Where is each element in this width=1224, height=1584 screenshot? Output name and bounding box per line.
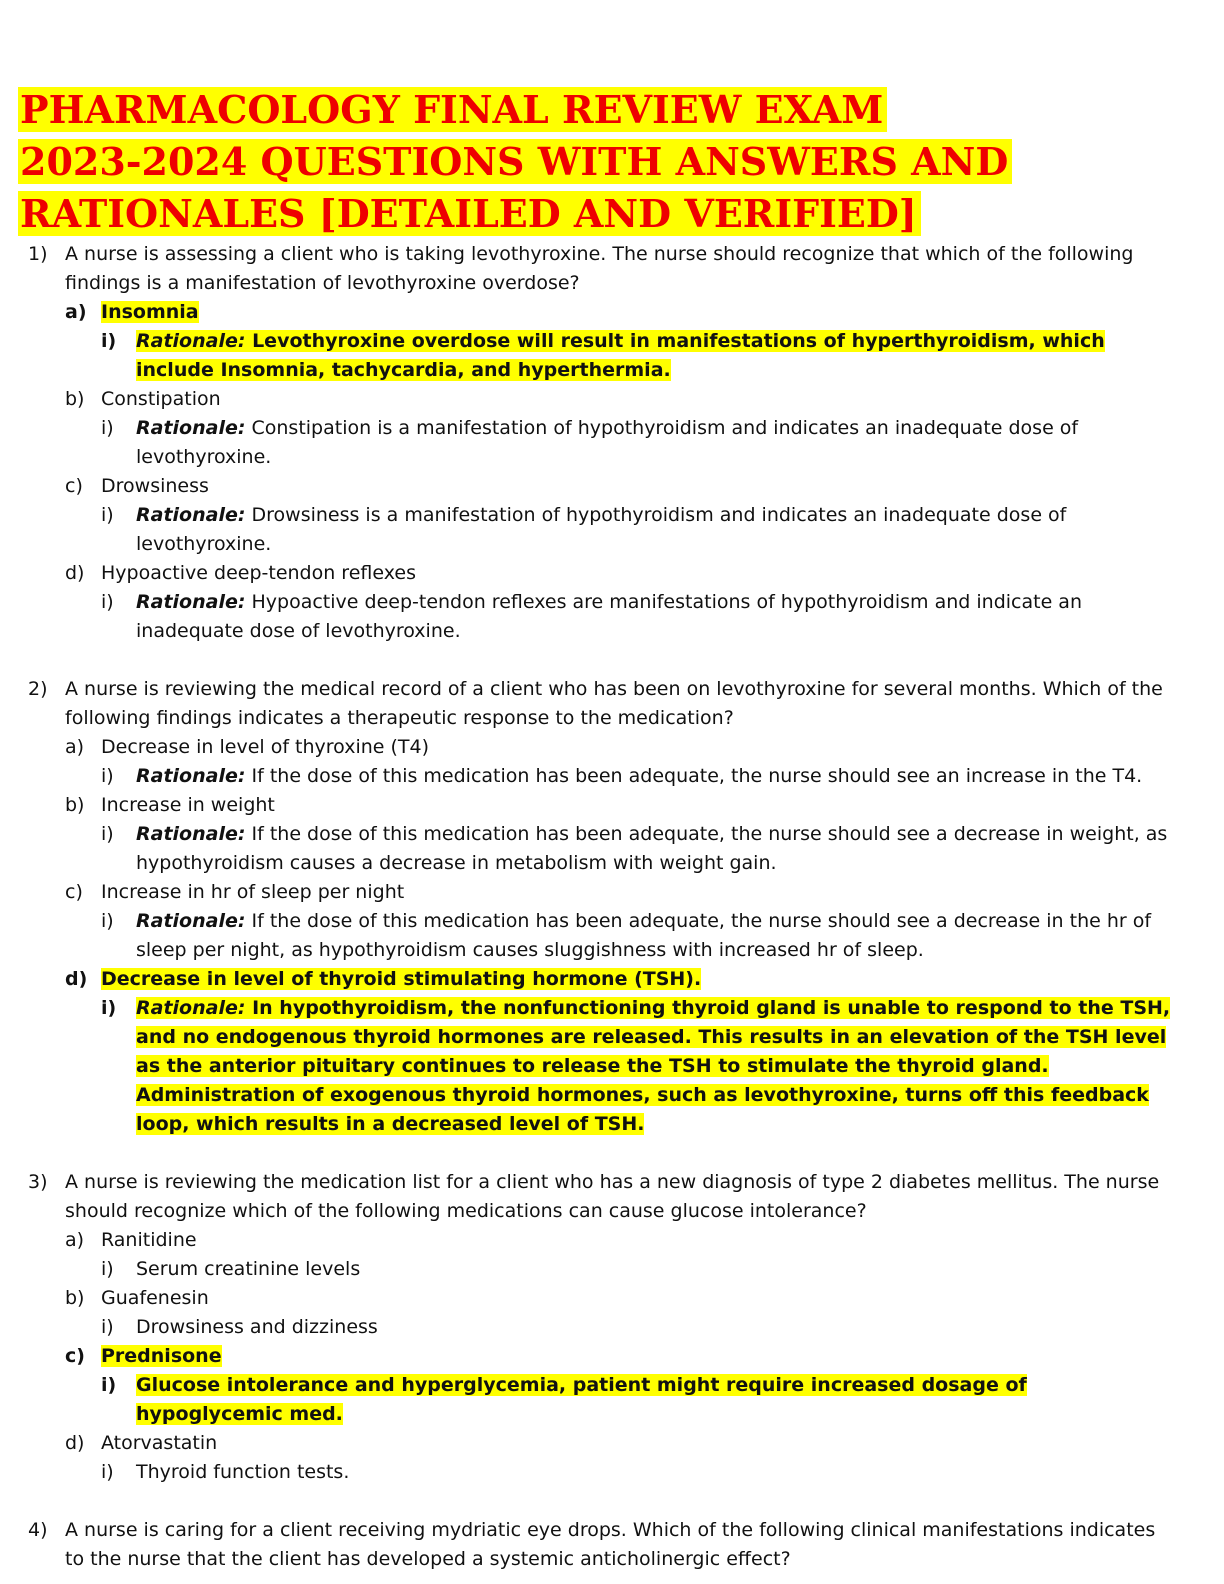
rationale-text: Drowsiness is a manifestation of hypothyroidism and indicates an inadequate dose of levothyroxine. — [136, 504, 1067, 555]
option-letter: d) — [65, 562, 85, 584]
question-number: 1) — [28, 243, 48, 265]
rationale-text: Hypoactive deep-tendon reflexes are manifestations of hypothyroidism and indicate an inadequate dose of levothyroxine. — [136, 591, 1082, 642]
option-letter: d) — [65, 1432, 85, 1454]
rationale-label: Rationale: — [136, 997, 246, 1019]
answer-option — [0, 878, 1224, 907]
option-letter: a) — [65, 1229, 85, 1251]
rationale-label: Rationale: — [136, 910, 246, 932]
option-text: Ranitidine — [101, 1229, 197, 1251]
title-line-1: PHARMACOLOGY FINAL REVIEW EXAM — [18, 87, 887, 132]
question-2 — [0, 675, 1224, 733]
question-spacer — [0, 646, 1224, 675]
rationale-marker: i) — [101, 1316, 114, 1338]
rationale-label: Rationale: — [136, 591, 246, 613]
rationale-marker: i) — [101, 591, 114, 613]
document-title — [18, 84, 1118, 240]
rationale-marker: i) — [101, 910, 114, 932]
rationale — [0, 588, 1224, 646]
rationale-text: Drowsiness and dizziness — [136, 1316, 378, 1338]
rationale-body — [136, 765, 1142, 787]
rationale-body — [136, 910, 1151, 961]
answer-option — [0, 385, 1224, 414]
option-letter: c) — [65, 475, 83, 497]
rationale-marker: i) — [101, 417, 114, 439]
rationale — [0, 1313, 1224, 1342]
question-list — [0, 240, 1224, 1574]
option-letter: c) — [65, 1345, 85, 1367]
rationale-text: If the dose of this medication has been adequate, the nurse should see a decrease in weight, as hypothyroidism causes a decrease in metabolism with weight gain. — [136, 823, 1168, 874]
rationale-label: Rationale: — [136, 765, 246, 787]
question-number: 3) — [28, 1171, 48, 1193]
rationale-body — [136, 1461, 349, 1483]
question-text: A nurse is reviewing the medical record of a client who has been on levothyroxine for several months. Which of the following findings indicates a therapeutic response to the medication? — [65, 678, 1163, 729]
question-number: 4) — [28, 1519, 48, 1541]
question-text: A nurse is caring for a client receiving mydriatic eye drops. Which of the following clinical manifestations indicates to the nurse that the client has developed a systemic anticholinergic effect? — [65, 1519, 1156, 1570]
rationale-body — [136, 504, 1066, 555]
rationale — [0, 820, 1224, 878]
option-letter: a) — [65, 301, 87, 323]
option-letter: d) — [65, 968, 88, 990]
rationale-marker: i) — [101, 504, 114, 526]
option-letter: b) — [65, 794, 85, 816]
option-letter: a) — [65, 736, 85, 758]
question-text: A nurse is reviewing the medication list for a client who has a new diagnosis of type 2 diabetes mellitus. The nurse should recognize which of the following medications can cause glucose intolerance? — [65, 1171, 1160, 1222]
rationale-text: Thyroid function tests. — [136, 1461, 350, 1483]
rationale-body — [136, 1316, 378, 1338]
question-spacer — [0, 1139, 1224, 1168]
option-letter: c) — [65, 881, 83, 903]
rationale — [0, 501, 1224, 559]
rationale-body — [136, 330, 1105, 381]
answer-option-correct — [0, 965, 1224, 994]
title-line-2: 2023-2024 QUESTIONS WITH ANSWERS AND — [18, 139, 1012, 184]
rationale — [0, 1458, 1224, 1487]
rationale-correct — [0, 327, 1224, 385]
option-text: Increase in hr of sleep per night — [101, 881, 405, 903]
option-text: Insomnia — [101, 301, 199, 323]
question-1 — [0, 240, 1224, 298]
rationale-body — [136, 1374, 1027, 1425]
option-text: Increase in weight — [101, 794, 275, 816]
rationale-label: Rationale: — [136, 330, 246, 352]
rationale — [0, 414, 1224, 472]
rationale-body — [136, 1258, 360, 1280]
option-text: Drowsiness — [101, 475, 209, 497]
answer-option — [0, 791, 1224, 820]
rationale — [0, 907, 1224, 965]
rationale-correct — [0, 994, 1224, 1139]
rationale-marker: i) — [101, 765, 114, 787]
question-text: A nurse is assessing a client who is taking levothyroxine. The nurse should recognize that which of the following findings is a manifestation of levothyroxine overdose? — [65, 243, 1134, 294]
rationale-body — [136, 823, 1167, 874]
rationale-text: Levothyroxine overdose will result in manifestations of hyperthyroidism, which include Insomnia, tachycardia, and hyperthermia. — [136, 330, 1105, 381]
rationale-label: Rationale: — [136, 823, 246, 845]
answer-option — [0, 1284, 1224, 1313]
answer-option — [0, 1226, 1224, 1255]
answer-option — [0, 733, 1224, 762]
option-text: Guafenesin — [101, 1287, 209, 1309]
option-letter: b) — [65, 1287, 85, 1309]
rationale-label: Rationale: — [136, 504, 246, 526]
rationale-marker: i) — [101, 1258, 114, 1280]
rationale — [0, 1255, 1224, 1284]
rationale-text: If the dose of this medication has been adequate, the nurse should see an increase in the T4. — [251, 765, 1143, 787]
rationale-text: In hypothyroidism, the nonfunctioning thyroid gland is unable to respond to the TSH, and no endogenous thyroid hormones are released. This results in an elevation of the TSH level as the anterior pituitary continues to release the TSH to stimulate the thyroid gland. Administration of exogenous thyroid hormones, such as levothyroxine, turns off this feedback loop, which results in a decreased level of TSH. — [136, 997, 1171, 1135]
answer-option-correct — [0, 1342, 1224, 1371]
question-number: 2) — [28, 678, 48, 700]
rationale-body — [136, 417, 1078, 468]
option-letter: b) — [65, 388, 85, 410]
rationale — [0, 762, 1224, 791]
title-line-3: RATIONALES [DETAILED AND VERIFIED] — [18, 191, 921, 236]
rationale-marker: i) — [101, 1374, 117, 1396]
answer-option-correct — [0, 298, 1224, 327]
rationale-marker: i) — [101, 330, 117, 352]
option-text: Prednisone — [101, 1345, 222, 1367]
rationale-marker: i) — [101, 997, 117, 1019]
rationale-marker: i) — [101, 1461, 114, 1483]
option-text: Decrease in level of thyroid stimulating hormone (TSH). — [101, 968, 702, 990]
rationale-text: If the dose of this medication has been adequate, the nurse should see a decrease in the hr of sleep per night, as hypothyroidism causes sluggishness with increased hr of sleep. — [136, 910, 1152, 961]
rationale-text: Serum creatinine levels — [136, 1258, 361, 1280]
option-text: Constipation — [101, 388, 221, 410]
option-text: Atorvastatin — [101, 1432, 218, 1454]
rationale-body — [136, 591, 1082, 642]
question-spacer — [0, 1487, 1224, 1516]
answer-option — [0, 1429, 1224, 1458]
rationale-text: Glucose intolerance and hyperglycemia, patient might require increased dosage of hypoglycemic med. — [136, 1374, 1027, 1425]
rationale-correct — [0, 1371, 1224, 1429]
rationale-text: Constipation is a manifestation of hypothyroidism and indicates an inadequate dose of levothyroxine. — [136, 417, 1079, 468]
rationale-label: Rationale: — [136, 417, 246, 439]
option-text: Hypoactive deep-tendon reflexes — [101, 562, 416, 584]
option-text: Decrease in level of thyroxine (T4) — [101, 736, 430, 758]
answer-option — [0, 472, 1224, 501]
rationale-body — [136, 997, 1170, 1135]
question-4 — [0, 1516, 1224, 1574]
question-3 — [0, 1168, 1224, 1226]
answer-option — [0, 559, 1224, 588]
rationale-marker: i) — [101, 823, 114, 845]
